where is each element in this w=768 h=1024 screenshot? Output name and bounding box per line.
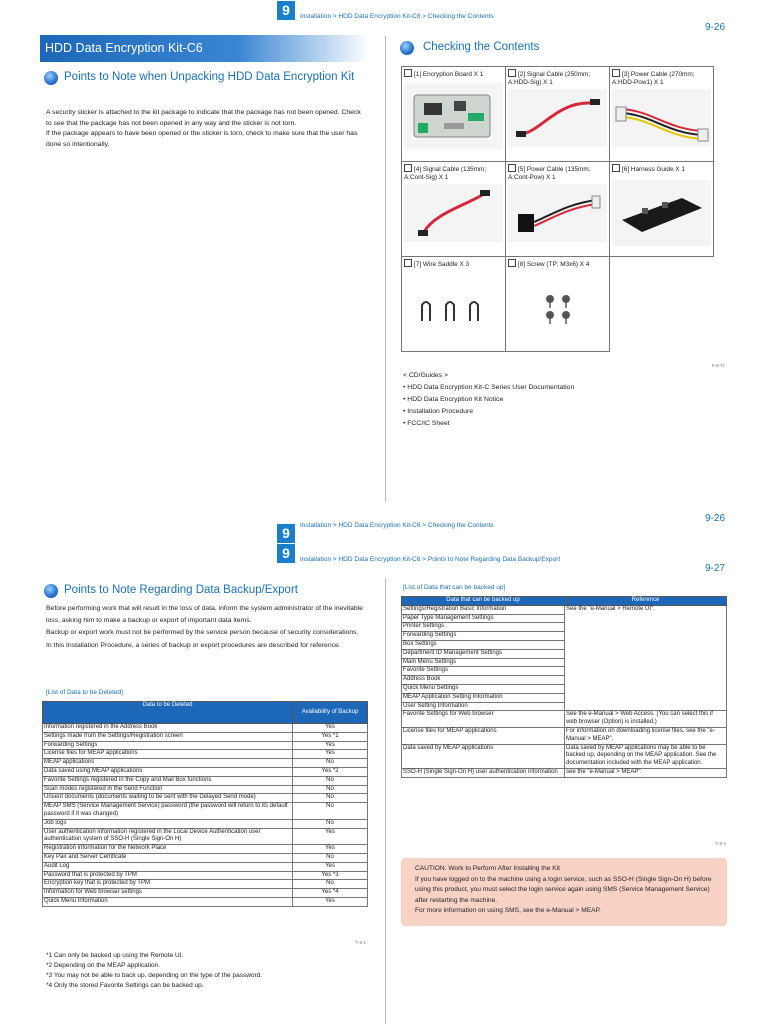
cd-title: < CD/Guides > — [403, 372, 448, 379]
table-row — [43, 732, 368, 741]
chapter-badge: 9 — [277, 544, 295, 563]
data-item-cell: Information registered in the Address Book — [43, 724, 293, 733]
data-item-cell: User authentication information registered in the Local Device Authentication user authentication system of SSO-H (Single Sign-On H) — [43, 828, 293, 845]
data-item-cell: MEAP Application Setting Information — [402, 693, 565, 702]
list-item: • HDD Data Encryption Kit Notice — [403, 396, 504, 403]
availability-cell: No — [293, 819, 368, 828]
contents-table — [401, 66, 714, 352]
data-item-cell: Key Pair and Server Certificate — [43, 853, 293, 862]
table-row — [43, 724, 368, 733]
data-item-cell: Data saved by MEAP applications — [402, 744, 565, 768]
availability-cell: Yes — [293, 897, 368, 906]
availability-cell: No — [293, 803, 368, 820]
list-item: • Installation Procedure — [403, 408, 474, 415]
availability-cell: No — [293, 853, 368, 862]
page-number: 9-27 — [705, 563, 726, 574]
right-heading: Checking the Contents — [423, 41, 540, 53]
figure-id: F-9-71 — [711, 363, 725, 368]
power-cable-image — [612, 89, 711, 147]
data-item-cell: Printer Settings — [402, 623, 565, 632]
page-number: 9-26 — [705, 22, 726, 33]
checkbox[interactable] — [612, 69, 620, 77]
cd-list — [403, 370, 723, 430]
data-item-cell: Main Menu Settings — [402, 658, 565, 667]
data-item-cell: Favorite Settings registered in the Copy and Mail Box functions — [43, 776, 293, 785]
content-label: [4] Signal Cable (135mm; A:Cont-Sig) X 1 — [404, 166, 487, 181]
table-row — [43, 767, 368, 776]
data-item-cell: Settings made from the Settings/Registration screen — [43, 732, 293, 741]
list-item: • FCC/IC Sheet — [403, 420, 450, 427]
table-row — [402, 744, 727, 768]
availability-cell: Yes — [293, 862, 368, 871]
data-item-cell: License files for MEAP applications — [402, 727, 565, 744]
content-label: [7] Wire Saddle X 3 — [414, 261, 470, 268]
data-item-cell: SSO-H (Single Sign-On H) user authentication information — [402, 768, 565, 777]
availability-cell: Yes *1 — [293, 732, 368, 741]
table-row — [402, 727, 727, 744]
availability-cell: Yes *4 — [293, 889, 368, 898]
signal-cable-image — [508, 89, 607, 147]
caution-text: For more information on using SMS, see the e-Manual > MEAP. — [415, 907, 601, 914]
content-cell — [402, 162, 506, 257]
availability-cell: Yes *3 — [293, 871, 368, 880]
caution-title: CAUTION: Work to Perform After Installing the Kit — [415, 865, 560, 872]
chapter-badge: 9 — [277, 1, 295, 20]
data-item-cell: Scan modes registered in the Send Function — [43, 785, 293, 794]
power-cable-image — [508, 184, 607, 242]
table-row — [402, 768, 727, 777]
footnote: *4 Only the stored Favorite Settings can be backed up. — [46, 982, 204, 989]
table-row — [402, 711, 727, 728]
table-id: T-9-1 — [355, 940, 366, 945]
availability-cell: Yes — [293, 750, 368, 759]
table-row — [43, 897, 368, 906]
encryption-board-image — [404, 83, 503, 149]
table-row — [43, 785, 368, 794]
footnote: *1 Can only be backed up using the Remote UI. — [46, 952, 184, 959]
content-label: [2] Signal Cable (250mm; A:HDD-Sig) X 1 — [508, 71, 591, 86]
checkbox[interactable] — [404, 69, 412, 77]
availability-cell: Yes — [293, 724, 368, 733]
data-item-cell: Quick Menu Settings — [402, 684, 565, 693]
availability-cell: Yes — [293, 741, 368, 750]
table-row — [43, 741, 368, 750]
footnotes — [46, 951, 366, 991]
reference-cell: For information on downloading license files, see the "e-Manual > MEAP". — [565, 727, 727, 744]
paragraph: Before performing work that will result in the loss of data, inform the system administrator of the inevitable loss, asking him to make a backup or export of important data items. — [46, 605, 363, 625]
table-row — [402, 605, 727, 614]
column-header: Reference — [565, 597, 727, 606]
data-item-cell: Address Book — [402, 676, 565, 685]
caution-text: If you have logged on to the machine using a login service, such as SSO-H (Single Sign-On H) before using this product, you must select the login service again using SMS (Service Management Service) after restarting the machine. — [415, 875, 712, 904]
deleted-table-wrap — [42, 701, 368, 907]
reference-cell: Data saved by MEAP applications may be able to be backed up, depending on the MEAP application. See the documentation included with the MEAP application. — [565, 744, 727, 768]
data-item-cell: Quick Menu Information — [43, 897, 293, 906]
column-header: Data that can be backed up — [402, 597, 565, 606]
paragraph: If the package appears to have been opened or the sticker is torn, check to make sure that the user has done so intentionally. — [46, 130, 358, 148]
caution-box — [401, 858, 727, 926]
chapter-badge: 9 — [277, 524, 295, 543]
data-item-cell: Paper Type Management Settings — [402, 614, 565, 623]
left-heading: Points to Note when Unpacking HDD Data Encryption Kit — [64, 71, 355, 83]
table-row — [43, 794, 368, 803]
data-item-cell: Audit Log — [43, 862, 293, 871]
table-row — [43, 803, 368, 820]
availability-cell: No — [293, 880, 368, 889]
reference-cell: See the e-Manual > Web Access. (You can select this if web browser (Option) is installed.) — [565, 711, 727, 728]
data-item-cell: Forwarding Settings — [402, 632, 565, 641]
data-item-cell: Forwarding Settings — [43, 741, 293, 750]
checkbox[interactable] — [404, 164, 412, 172]
breadcrumb[interactable]: Installation > HDD Data Encryption Kit-C6 > Points to Note Regarding Data Backup/Export — [300, 556, 561, 563]
data-item-cell: MEAP SMS (Service Management Service) password (the password will return to its default password if it was changed) — [43, 803, 293, 820]
deleted-data-table — [42, 701, 368, 907]
left-heading-block — [44, 70, 374, 84]
table-row — [43, 853, 368, 862]
column-divider — [385, 578, 386, 1024]
right-heading-block — [400, 40, 730, 54]
content-cell — [506, 257, 610, 352]
breadcrumb[interactable]: Installation > HDD Data Encryption Kit-C6 > Checking the Contents — [300, 522, 494, 529]
availability-cell: Yes — [293, 845, 368, 854]
screw-image — [508, 291, 607, 328]
checkbox[interactable] — [612, 164, 620, 172]
data-item-cell: Settings/Registration Basic Information — [402, 605, 565, 614]
bullet-icon — [44, 584, 58, 598]
wire-saddle-image — [404, 295, 503, 328]
availability-cell: No — [293, 794, 368, 803]
table-row — [43, 759, 368, 768]
data-item-cell: Password that is protected by TPM — [43, 871, 293, 880]
data-item-cell: Data saved using MEAP applications — [43, 767, 293, 776]
data-item-cell: MEAP applications — [43, 759, 293, 768]
bullet-icon — [44, 71, 58, 85]
footnote: *2 Depending on the MEAP application. — [46, 962, 161, 969]
paragraph: Backup or export work must not be performed by the service person because of security considerations. — [46, 629, 359, 637]
backup-heading-block — [44, 583, 374, 597]
content-cell — [506, 67, 610, 162]
table-row — [43, 750, 368, 759]
content-label: [1] Encryption Board X 1 — [414, 71, 484, 78]
data-item-cell: Box Settings — [402, 640, 565, 649]
list-item: • HDD Data Encryption Kit-C Series User Documentation — [403, 384, 575, 391]
availability-cell: Yes *2 — [293, 767, 368, 776]
content-label: [8] Screw (TP; M3x6) X 4 — [518, 261, 590, 268]
left-body-text — [46, 108, 364, 150]
checkbox[interactable] — [508, 259, 516, 267]
content-cell — [402, 257, 506, 352]
signal-cable-image — [404, 184, 503, 242]
column-divider — [385, 36, 386, 502]
data-item-cell: User Setting Information — [402, 702, 565, 711]
data-item-cell: Favorite Settings for Web browser — [402, 711, 565, 728]
backup-data-table — [401, 596, 727, 778]
data-item-cell: License files for MEAP applications — [43, 750, 293, 759]
checkbox[interactable] — [404, 259, 412, 267]
paragraph: In this Installation Procedure, a series of backup or export procedures are described for reference. — [46, 641, 341, 649]
intro-text — [46, 603, 364, 652]
data-item-cell: Registration information for the Network Place — [43, 845, 293, 854]
backup-table-title: [List of Data that can be backed up] — [403, 584, 506, 591]
footnote: *3 You may not be able to back up, depending on the type of the password. — [46, 972, 263, 979]
content-label: [5] Power Cable (135mm; A:Cont-Pow) X 1 — [508, 166, 591, 181]
checkbox[interactable] — [508, 164, 516, 172]
availability-cell: No — [293, 776, 368, 785]
column-header: Data to be Deleted — [43, 702, 293, 724]
table-row — [43, 862, 368, 871]
table-row — [43, 776, 368, 785]
content-cell — [610, 67, 714, 162]
content-cell — [610, 162, 714, 257]
data-item-cell: Information for Web browser settings — [43, 889, 293, 898]
data-item-cell: Encryption key that is protected by TPM — [43, 880, 293, 889]
table-row — [43, 871, 368, 880]
checkbox[interactable] — [508, 69, 516, 77]
data-item-cell: Job logs — [43, 819, 293, 828]
reference-cell: see the "e-Manual > MEAP". — [565, 768, 727, 777]
bullet-icon — [400, 41, 414, 55]
table-row — [43, 819, 368, 828]
table-row — [43, 889, 368, 898]
breadcrumb[interactable]: Installation > HDD Data Encryption Kit-C6 > Checking the Contents — [300, 13, 494, 20]
harness-guide-image — [612, 180, 711, 246]
section-title: HDD Data Encryption Kit-C6 — [40, 35, 370, 62]
table-row — [43, 880, 368, 889]
content-cell — [506, 162, 610, 257]
content-label: [6] Harness Guide X 1 — [622, 166, 685, 173]
paragraph: A security sticker is attached to the kit package to indicate that the package has not been opened. Check to see that the package has not been opened in any way and the sticker is not torn. — [46, 109, 361, 127]
availability-cell: No — [293, 785, 368, 794]
availability-cell: Yes — [293, 828, 368, 845]
table-row — [43, 828, 368, 845]
content-label: [3] Power Cable (270mm; A:HDD-Pow1) X 1 — [612, 71, 695, 86]
data-item-cell: Unsent documents (documents waiting to be sent with the Delayed Send mode) — [43, 794, 293, 803]
data-item-cell: Department ID Management Settings — [402, 649, 565, 658]
empty-cell — [610, 257, 714, 352]
page-number: 9-26 — [705, 513, 726, 524]
availability-cell: No — [293, 759, 368, 768]
backup-heading: Points to Note Regarding Data Backup/Export — [64, 584, 298, 596]
data-item-cell: Favorite Settings — [402, 667, 565, 676]
backup-table-wrap — [401, 596, 727, 778]
content-cell — [402, 67, 506, 162]
table-id: T-9-2 — [715, 841, 726, 846]
reference-cell: See the "e-Manual > Remote UI". — [565, 605, 727, 711]
deleted-table-title: [List of Data to be Deleted] — [46, 689, 123, 696]
table-row — [43, 845, 368, 854]
column-header: Availability of Backup — [293, 702, 368, 724]
